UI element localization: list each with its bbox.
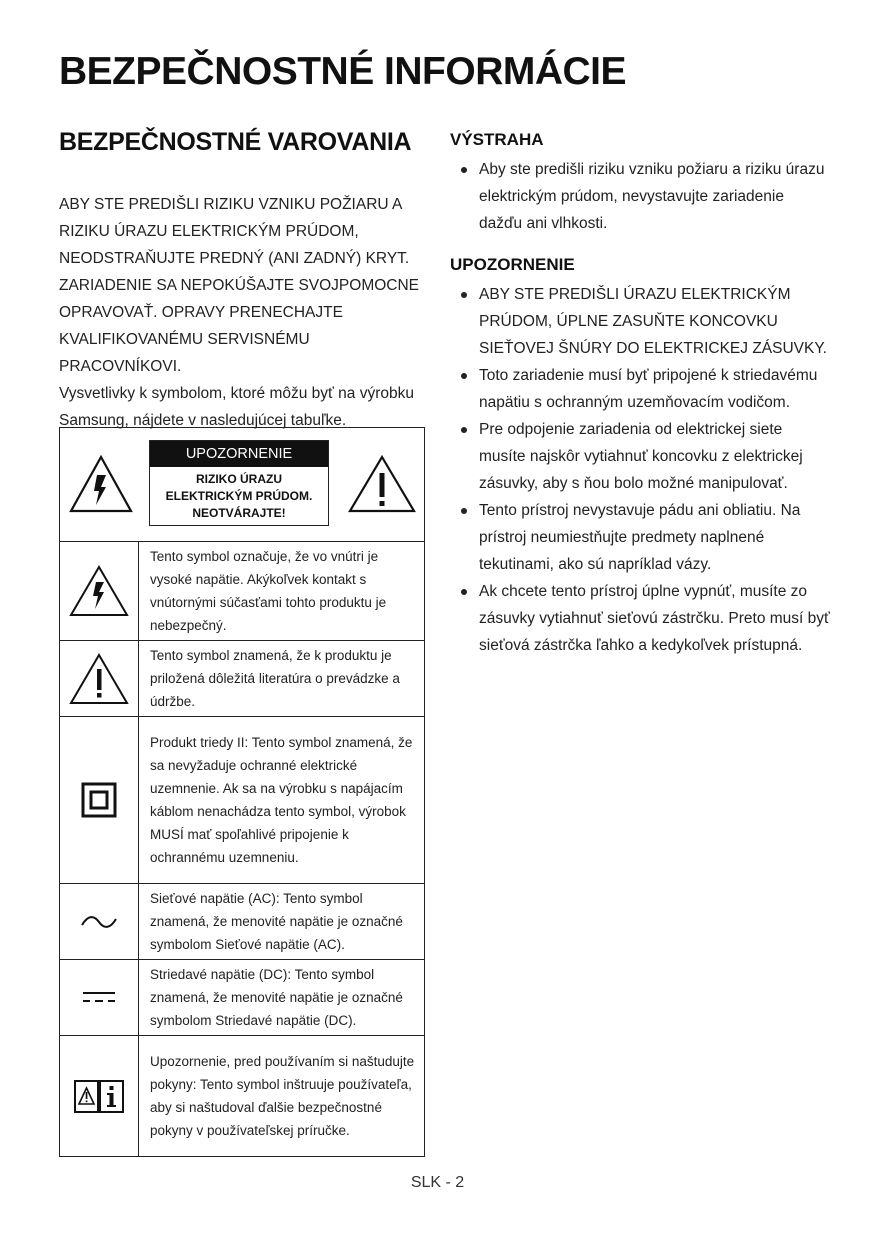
table-row: [60, 1036, 425, 1157]
caution-list: [450, 281, 830, 659]
page-number: SLK - 2: [410, 1174, 465, 1191]
symbol-description: Produkt triedy II: Tento symbol znamená, že sa nevyžaduje ochranné elektrické uzemnenie. Ak sa na výrobku s napájacím káblom nenachádza tento symbol, výrobok MUSÍ mať spoľahlivé pripojenie k ochrannému uzemneniu.: [139, 717, 425, 884]
symbol-description: Tento symbol označuje, že vo vnútri je vysoké napätie. Akýkoľvek kontakt s vnútornými súčasťami tohto produktu je nebezpečný.: [139, 542, 425, 641]
exclamation-triangle-icon: [347, 454, 417, 514]
left-column: [59, 128, 429, 434]
lightning-triangle-icon: [68, 582, 130, 599]
table-header-row: [60, 428, 425, 542]
symbol-description: Upozornenie, pred používaním si naštudujte pokyny: Tento symbol inštruuje používateľa, aby si naštudoval ďalšie bezpečnostné pokyny v používateľskej príručke.: [139, 1036, 425, 1157]
table-row: [60, 884, 425, 960]
list-item: Aby ste predišli riziku vzniku požiaru a riziku úrazu elektrickým prúdom, nevystavujte zariadenie dažďu ani vlhkosti.: [450, 156, 830, 237]
list-item: Tento prístroj nevystavuje pádu ani obliatiu. Na prístroj neumiestňujte predmety naplnené tekutinami, ako sú napríklad vázy.: [450, 497, 830, 578]
list-item: Toto zariadenie musí byť pripojené k striedavému napätiu s ochranným uzemňovacím vodičom.: [450, 362, 830, 416]
warning-heading: VÝSTRAHA: [450, 130, 544, 149]
safety-warnings-heading: BEZPEČNOSTNÉ VAROVANIA: [59, 128, 412, 156]
caution-label-title: UPOZORNENIE: [150, 441, 328, 467]
double-square-icon: [81, 791, 117, 808]
manual-info-icon: [72, 1087, 126, 1104]
lightning-triangle-icon: [68, 454, 134, 514]
list-item: Ak chcete tento prístroj úplne vypnúť, musíte zo zásuvky vytiahnuť sieťovú zástrčku. Preto musí byť sieťová zástrčka ľahko a kedykoľvek prístupná.: [450, 578, 830, 659]
warning-list: [450, 156, 830, 237]
table-row: [60, 542, 425, 641]
warning-paragraph: ABY STE PREDIŠLI RIZIKU VZNIKU POŽIARU A RIZIKU ÚRAZU ELEKTRICKÝM PRÚDOM, NEODSTRAŇUJTE PREDNÝ (ANI ZADNÝ) KRYT. ZARIADENIE SA NEPOKÚŠAJTE SVOJPOMOCNE OPRAVOVAŤ. OPRAVY PRENECHAJTE KVALIFIKOVANÉMU SERVISNÉMU PRACOVNÍKOVI.: [59, 196, 420, 375]
symbols-intro-paragraph: Vysvetlivky k symbolom, ktoré môžu byť na výrobku Samsung, nájdete v nasledujúcej tabuľke.: [59, 385, 414, 429]
symbol-description: Tento symbol znamená, že k produktu je priložená dôležitá literatúra o prevádzke a údržbe.: [139, 641, 425, 717]
table-row: [60, 641, 425, 717]
table-row: [60, 717, 425, 884]
symbols-table: [59, 427, 425, 1157]
table-row: [60, 960, 425, 1036]
dc-lines-icon: [80, 989, 118, 1006]
exclamation-triangle-icon: [68, 670, 130, 687]
symbol-description: Sieťové napätie (AC): Tento symbol znamená, že menovité napätie je označné symbolom Sieťové napätie (AC).: [139, 884, 425, 960]
page-title: BEZPEČNOSTNÉ INFORMÁCIE: [59, 50, 627, 93]
symbol-description: Striedavé napätie (DC): Tento symbol znamená, že menovité napätie je označné symbolom Striedavé napätie (DC).: [139, 960, 425, 1036]
list-item: Pre odpojenie zariadenia od elektrickej siete musíte najskôr vytiahnuť koncovku z elektrickej zásuvky, aby s ňou bolo možné manipulovať.: [450, 416, 830, 497]
caution-label-box: [149, 440, 329, 526]
list-item: ABY STE PREDIŠLI ÚRAZU ELEKTRICKÝM PRÚDOM, ÚPLNE ZASUŇTE KONCOVKU SIEŤOVEJ ŠNÚRY DO ELEKTRICKEJ ZÁSUVKY.: [450, 281, 830, 362]
ac-wave-icon: [79, 913, 119, 930]
caution-label-text: RIZIKO ÚRAZU ELEKTRICKÝM PRÚDOM. NEOTVÁRAJTE!: [165, 472, 313, 520]
caution-heading: UPOZORNENIE: [450, 255, 575, 274]
right-column: [450, 130, 830, 659]
